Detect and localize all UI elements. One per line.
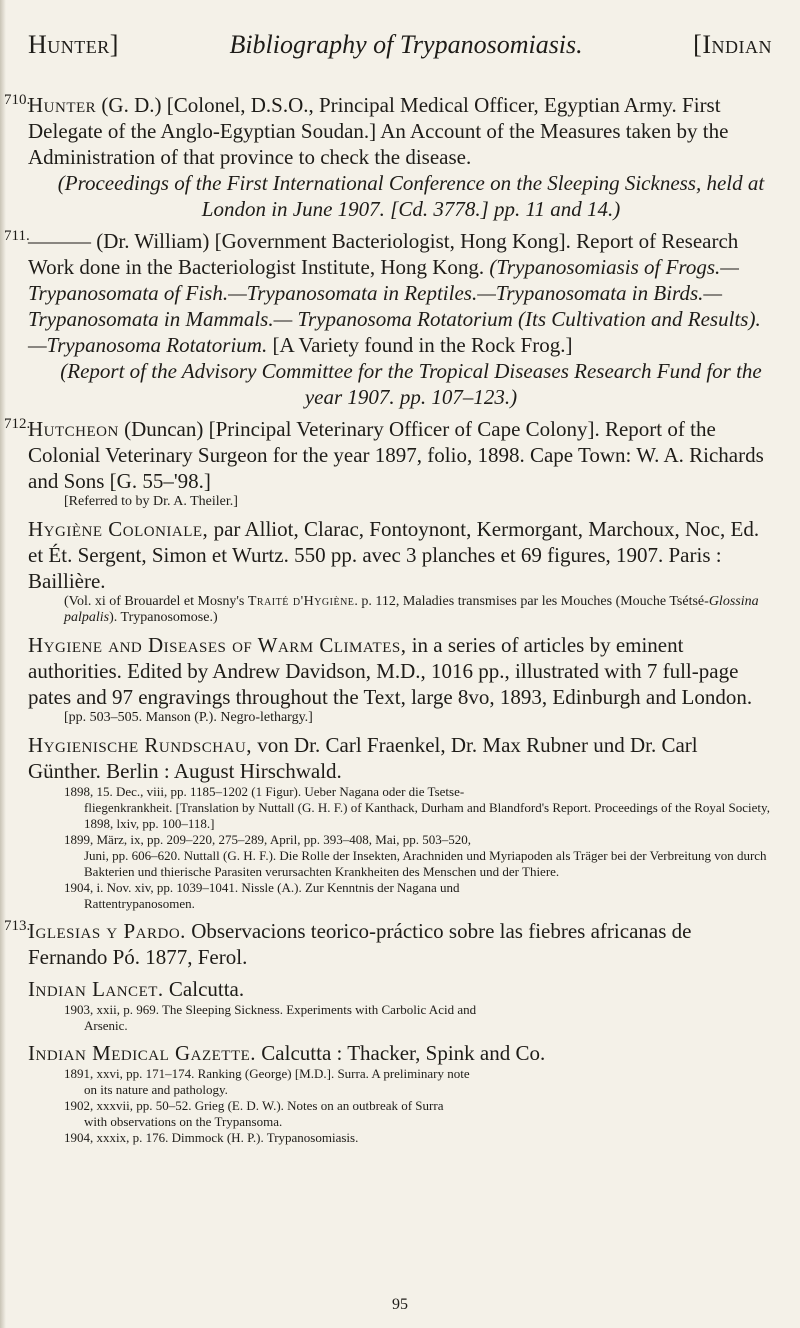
citation-item [28,784,772,832]
entry-note: [pp. 503–505. Manson (P.). Negro-lethargy.] [64,710,313,725]
entry-body [28,92,772,170]
note-part: (Vol. xi of Brouardel et Mosny's [64,594,248,609]
entry-body [28,732,772,784]
entry-text-2: [A Variety found in the Rock Frog.] [267,333,573,357]
note-species: Glossina palpalis [64,594,759,625]
entry-text: (G. D.) [Colonel, D.S.O., Principal Medical Officer, Egyptian Army. First Delegate of the Anglo-Egyptian Soudan.] An Account of the Measures taken by the Administration of that province to check the disease. [28,93,729,169]
citation-first: 1904, xxxix, p. 176. Dimmock (H. P.). Trypanosomiasis. [64,1130,359,1145]
entry-text: Calcutta. [163,977,245,1001]
entry-title: Indian Lancet. [28,977,164,1001]
citation-item [28,1098,772,1130]
entry-body [28,416,772,494]
citation-rest: on its nature and pathology. [84,1082,228,1097]
citation-item [28,832,772,880]
entry-hygienische-rundschau [28,732,772,912]
entry-contents: (Trypanosomiasis of Frogs.—Trypanosomata of Fish.—Trypanosomata in Reptiles.—Trypanosomata in Birds.—Trypanosomata in Mammals.— Trypanosoma Rotatorium (Its Cultivation and Results).—Trypanosoma Rotatorium. [28,255,761,357]
citation-first: 1903, xxii, p. 969. The Sleeping Sickness. Experiments with Carbolic Acid and [64,1002,477,1017]
entry-710 [4,92,772,222]
bibliography-entries [0,92,800,1146]
entry-title: Hygienische Rundschau, [28,733,253,757]
citation-first: 1899, März, ix, pp. 209–220, 275–289, April, pp. 393–408, Mai, pp. 503–520, [64,832,471,847]
citation-item [28,880,772,912]
entry-text: ——— (Dr. William) [Government Bacteriologist, Hong Kong]. Report of Research Work done in the Bacteriologist Institute, Hong Kong. [28,229,739,279]
note-title: Traité d'Hygiène [247,594,355,609]
running-header [28,30,772,70]
entry-body [28,516,772,594]
entry-author: Hunter [28,93,97,117]
entry-indian-medical-gazette [28,1040,772,1146]
entry-author: Iglesias y Pardo. [28,919,186,943]
entry-indian-lancet [28,976,772,1034]
entry-source: (Report of the Advisory Committee for the Tropical Diseases Research Fund for the year 1907. pp. 107–123.) [60,359,762,409]
entry-body [28,918,772,970]
entry-712 [4,416,772,510]
entry-note: [Referred to by Dr. A. Theiler.] [64,494,238,509]
entry-713 [4,918,772,970]
entry-title: Hygiène Coloniale, [28,517,209,541]
citation-item [28,1066,772,1098]
header-title: Bibliography of Trypanosomiasis. [229,30,583,59]
entry-body [28,976,772,1002]
header-left: Hunter] [28,30,119,59]
citation-item [28,1130,772,1146]
entry-number: 713. [4,918,31,934]
entry-body [28,228,772,358]
citation-rest: Rattentrypanosomen. [84,896,195,911]
citation-first: 1891, xxvi, pp. 171–174. Ranking (George) [M.D.]. Surra. A preliminary note [64,1066,470,1081]
entry-text: Observacions teorico-práctico sobre las fiebres africanas de Fernando Pó. 1877, Ferol. [28,919,692,969]
entry-body [28,632,772,710]
entry-text: von Dr. Carl Fraenkel, Dr. Max Rubner und Dr. Carl Günther. Berlin : August Hirschwald. [28,733,698,783]
entry-source: (Proceedings of the First International Conference on the Sleeping Sickness, held at London in June 1907. [Cd. 3778.] pp. 11 and 14.) [57,171,765,221]
entry-number: 711. [4,228,30,244]
citation-rest: Arsenic. [84,1018,128,1033]
header-right: [Indian [693,30,772,59]
citation-rest: with observations on the Trypansoma. [84,1114,283,1129]
entry-note [28,594,772,626]
note-part: . p. 112, Maladies transmises par les Mouches (Mouche Tsétsé- [354,594,709,609]
citation-first: 1904, i. Nov. xiv, pp. 1039–1041. Nissle (A.). Zur Kenntnis der Nagana und [64,880,460,895]
entry-text: in a series of articles by eminent authorities. Edited by Andrew Davidson, M.D., 1016 pp., illustrated with 7 full-page pates and 97 engravings throughout the Text, large 8vo, 1893, Edinburgh and London. [28,633,753,709]
citation-first: 1902, xxxvii, pp. 50–52. Grieg (E. D. W.). Notes on an outbreak of Surra [64,1098,444,1113]
entry-text: Calcutta : Thacker, Spink and Co. [256,1041,546,1065]
citation-rest: Juni, pp. 606–620. Nuttall (G. H. F.). Die Rolle der Insekten, Arachniden und Myriapoden als Träger bei der Verbreitung von durch Bakterien und thierische Parasiten verursachten Krankheiten des Menschen und der Thiere. [84,848,767,879]
entry-number: 712. [4,416,31,432]
citation-item [28,1002,772,1034]
page-number: 95 [392,1296,408,1313]
entry-text: (Duncan) [Principal Veterinary Officer of Cape Colony]. Report of the Colonial Veterinary Surgeon for the year 1897, folio, 1898. Cape Town: W. A. Richards and Sons [G. 55–'98.] [28,417,764,493]
entry-hygiene-diseases [28,632,772,726]
entry-text: par Alliot, Clarac, Fontoynont, Kermorgant, Marchoux, Noc, Ed. et Ét. Sergent, Simon et Wurtz. 550 pp. avec 3 planches et 69 figures, 1907. Paris : Baillière. [28,517,760,593]
entry-title: Hygiene and Diseases of Warm Climates, [28,633,407,657]
entry-body [28,1040,772,1066]
entry-author: Hutcheon [28,417,119,441]
entry-hygiene-coloniale [28,516,772,626]
citation-rest: fliegenkrankheit. [Translation by Nuttall (G. H. F.) of Kanthack, Durham and Blandford's Report. Proceedings of the Royal Society, 1898, lxiv, pp. 100–118.] [84,800,770,831]
entry-number: 710. [4,92,31,108]
entry-711 [4,228,772,410]
entry-title: Indian Medical Gazette. [28,1041,257,1065]
note-part: ). Trypanosomose.) [109,610,218,625]
citation-first: 1898, 15. Dec., viii, pp. 1185–1202 (1 Figur). Ueber Nagana oder die Tsetse- [64,784,465,799]
